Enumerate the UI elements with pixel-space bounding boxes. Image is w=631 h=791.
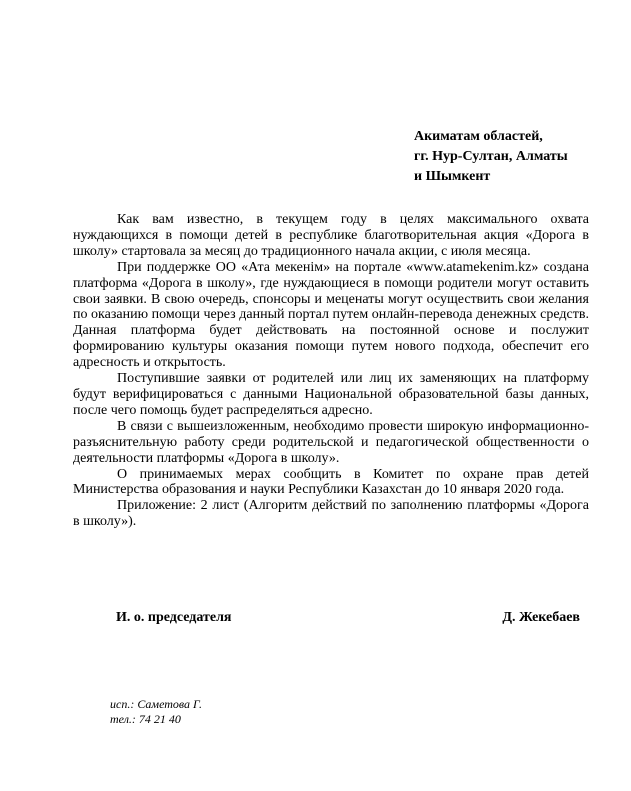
- body-paragraph: При поддержке ОО «Ата мекенім» на портале «www.atamekenim.kz» создана платформа «Дорога в школу», где нуждающиеся в помощи родители могут оставить свои заявки. В свою очередь, спонсоры и меценаты могут осуществить свои желания по оказанию помощи через данный портал путем онлайн-перевода денежных средств. Данная платформа будет действовать на постоянной основе и послужит формированию культуры оказания помощи путем нового подхода, обеспечит его адресность и открытость.: [73, 259, 589, 371]
- addressee-line: Акиматам областей,: [414, 129, 543, 144]
- body-paragraph: О принимаемых мерах сообщить в Комитет по охране прав детей Министерства образования и науки Республики Казахстан до 10 января 2020 года.: [73, 466, 589, 498]
- signatory-position: И. о. председателя: [116, 610, 232, 625]
- body-paragraph: Приложение: 2 лист (Алгоритм действий по заполнению платформы «Дорога в школу»).: [73, 498, 589, 530]
- executor-name: исп.: Саметова Г.: [110, 697, 202, 711]
- executor-block: [110, 697, 202, 727]
- addressee-line: гг. Нур-Султан, Алматы: [414, 149, 568, 164]
- body-paragraph: Как вам известно, в текущем году в целях максимального охвата нуждающихся в помощи детей в республике благотворительная акция «Дорога в школу» стартовала за месяц до традиционного начала акции, с июля месяца.: [73, 212, 589, 259]
- addressee-line: и Шымкент: [414, 169, 491, 184]
- signatory-name: Д. Жекебаев: [502, 610, 580, 625]
- body-paragraph: Поступившие заявки от родителей или лиц их заменяющих на платформу будут верифицироваться с данными Национальной образовательной базы данных, после чего помощь будет распределяться адресно.: [73, 371, 589, 418]
- body-paragraph: В связи с вышеизложенным, необходимо провести широкую информационно-разъяснительную работу среди родительской и педагогической общественности о деятельности платформы «Дорога в школу».: [73, 418, 589, 466]
- letter-body: [73, 212, 589, 530]
- executor-phone: тел.: 74 21 40: [110, 712, 181, 726]
- addressee-block: [414, 127, 614, 187]
